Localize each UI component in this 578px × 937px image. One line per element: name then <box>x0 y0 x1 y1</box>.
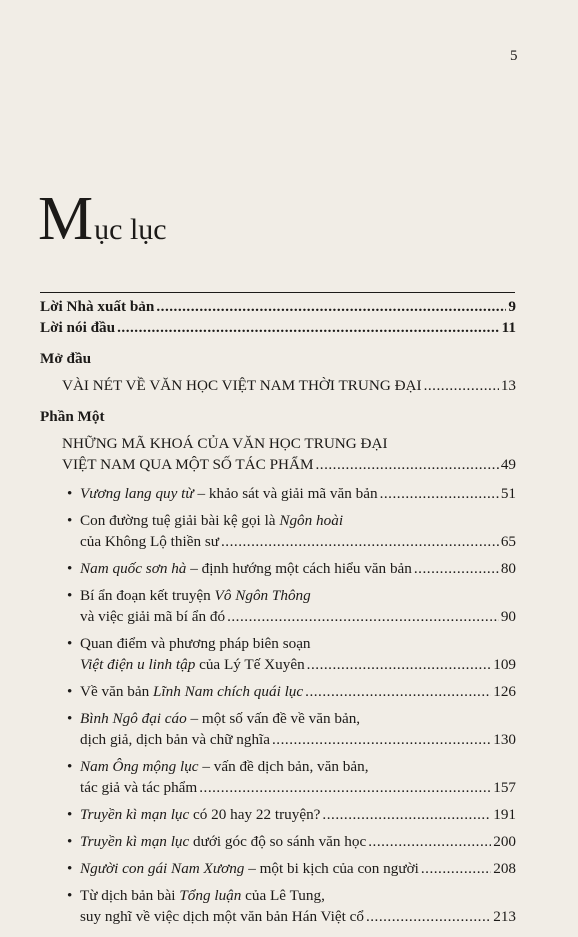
entry-text: của Không Lộ thiền sư <box>80 533 219 550</box>
toc-page: 109 <box>493 656 516 673</box>
leader-dots <box>227 606 499 627</box>
bullet-icon: • <box>67 710 73 727</box>
toc-page: 208 <box>493 860 516 877</box>
entry-text: Bí ẩn đoạn kết truyện <box>80 587 215 604</box>
list-item <box>40 633 516 675</box>
work-title-italic: Tổng luận <box>179 887 242 904</box>
bullet-icon: • <box>67 485 73 502</box>
entry-first-line <box>80 756 516 777</box>
bullet-icon: • <box>67 560 73 577</box>
toc-row <box>80 906 516 927</box>
toc-row <box>80 681 516 702</box>
entry-text: Quan điểm và phương pháp biên soạn <box>80 635 311 652</box>
list-item <box>40 804 516 825</box>
part-one-title-line1: NHỮNG MÃ KHOÁ CỦA VĂN HỌC TRUNG ĐẠI <box>62 435 388 452</box>
list-item <box>40 858 516 879</box>
toc-title: Lời Nhà xuất bản <box>40 298 155 315</box>
title-drop-cap: M <box>38 185 94 253</box>
list-item <box>40 585 516 627</box>
list-item <box>40 885 516 927</box>
entry-text: dưới góc độ so sánh văn học <box>189 833 367 850</box>
list-item <box>40 831 516 852</box>
toc-page: 191 <box>493 806 516 823</box>
work-title-italic: Nam quốc sơn hà <box>80 560 187 577</box>
toc-row-publisher-note <box>40 296 516 317</box>
list-item <box>40 756 516 798</box>
bullet-icon: • <box>67 887 73 904</box>
bullet-icon: • <box>67 635 73 652</box>
bullet-icon: • <box>67 806 73 823</box>
entry-text: – một bi kịch của con người <box>244 860 419 877</box>
toc-row-part-one <box>40 454 516 475</box>
bullet-icon: • <box>67 758 73 775</box>
toc-row <box>80 858 516 879</box>
entry-text: dịch giả, dịch bản và chữ nghĩa <box>80 731 270 748</box>
leader-dots <box>414 558 499 579</box>
toc-title <box>80 831 366 852</box>
title-divider <box>40 292 515 293</box>
toc-page: 126 <box>493 683 516 700</box>
page-title <box>38 185 167 253</box>
leader-dots <box>272 729 491 750</box>
entry-text: suy nghĩ về việc dịch một văn bản Hán Việt cổ <box>80 908 364 925</box>
work-title-italic: Lĩnh Nam chích quái lục <box>152 683 304 700</box>
leader-dots <box>221 531 499 552</box>
toc-row-intro <box>40 375 516 396</box>
list-item <box>40 681 516 702</box>
entry-text: – khảo sát và giải mã văn bản <box>193 485 378 502</box>
toc-page: 213 <box>493 908 516 925</box>
entry-text: tác giả và tác phẩm <box>80 779 198 796</box>
work-title-italic: Người con gái Nam Xương <box>80 860 245 877</box>
toc-page: 49 <box>500 456 516 473</box>
part-one-label: Phần Một <box>40 408 105 425</box>
list-item <box>40 708 516 750</box>
entry-text: – vấn đề dịch bản, văn bản, <box>198 758 369 775</box>
toc-title <box>80 858 419 879</box>
entry-text: – định hướng một cách hiểu văn bản <box>186 560 412 577</box>
toc-page: 9 <box>508 298 516 315</box>
toc-page: 90 <box>500 608 516 625</box>
entry-first-line <box>80 708 516 729</box>
toc-row <box>80 483 516 504</box>
leader-dots <box>421 858 491 879</box>
toc-row <box>80 831 516 852</box>
entry-text: Về văn bản <box>80 683 153 700</box>
bullet-icon: • <box>67 860 73 877</box>
leader-dots <box>424 375 499 396</box>
toc-page: 200 <box>493 833 516 850</box>
toc-row <box>80 654 516 675</box>
leader-dots <box>199 777 491 798</box>
leader-dots <box>380 483 499 504</box>
work-title-italic: Truyền kì mạn lục <box>80 806 190 823</box>
toc-page: 157 <box>493 779 516 796</box>
work-title-italic: Việt điện u linh tập <box>80 656 196 673</box>
toc-page: 80 <box>500 560 516 577</box>
entry-first-line <box>80 510 516 531</box>
bullet-icon: • <box>67 833 73 850</box>
work-title-italic: Vương lang quy từ <box>80 485 194 502</box>
list-item <box>40 558 516 579</box>
entry-list <box>40 483 516 927</box>
entry-first-line <box>80 585 516 606</box>
work-title-italic: Ngôn hoài <box>279 512 344 529</box>
entry-text: có 20 hay 22 truyện? <box>189 806 321 823</box>
intro-label: Mở đầu <box>40 350 92 367</box>
toc-title: Lời nói đầu <box>40 319 116 336</box>
leader-dots <box>117 317 500 338</box>
toc-title <box>80 729 270 750</box>
list-item <box>40 510 516 552</box>
toc-title <box>80 654 305 675</box>
toc-title <box>80 531 219 552</box>
work-title-italic: Truyền kì mạn lục <box>80 833 190 850</box>
work-title-italic: Nam Ông mộng lục <box>80 758 199 775</box>
toc-row <box>80 729 516 750</box>
toc-page: 11 <box>501 319 516 336</box>
toc-row <box>80 777 516 798</box>
work-title-italic: Vô Ngôn Thông <box>214 587 311 604</box>
list-item <box>40 483 516 504</box>
toc-title: VÀI NÉT VỀ VĂN HỌC VIỆT NAM THỜI TRUNG ĐẠI <box>62 377 422 394</box>
entry-first-line <box>80 633 516 654</box>
leader-dots <box>368 831 491 852</box>
bullet-icon: • <box>67 587 73 604</box>
title-rest: ục lục <box>94 213 167 246</box>
entry-text: của Lý Tế Xuyên <box>195 656 305 673</box>
toc-title <box>80 906 364 927</box>
toc-page: 51 <box>500 485 516 502</box>
page-number: 5 <box>510 48 518 64</box>
bullet-icon: • <box>67 683 73 700</box>
toc-title <box>80 558 412 579</box>
leader-dots <box>322 804 491 825</box>
toc-row <box>80 531 516 552</box>
entry-text: – một số vấn đề về văn bản, <box>186 710 361 727</box>
toc-title: VIỆT NAM QUA MỘT SỐ TÁC PHẨM <box>62 456 314 473</box>
entry-text: và việc giải mã bí ẩn đó <box>80 608 226 625</box>
table-of-contents <box>40 296 516 933</box>
work-title-italic: Bình Ngô đại cáo <box>80 710 187 727</box>
toc-page: 65 <box>500 533 516 550</box>
entry-text: Con đường tuệ giải bài kệ gọi là <box>80 512 280 529</box>
leader-dots <box>315 454 498 475</box>
toc-page: 130 <box>493 731 516 748</box>
toc-title <box>80 606 225 627</box>
toc-page: 13 <box>500 377 516 394</box>
toc-row <box>80 804 516 825</box>
leader-dots <box>156 296 506 317</box>
toc-row <box>80 606 516 627</box>
toc-row <box>80 558 516 579</box>
entry-text: của Lê Tung, <box>241 887 325 904</box>
toc-title <box>80 777 197 798</box>
toc-title <box>80 681 303 702</box>
toc-title <box>80 483 378 504</box>
entry-first-line <box>80 885 516 906</box>
leader-dots <box>307 654 492 675</box>
bullet-icon: • <box>67 512 73 529</box>
leader-dots <box>305 681 491 702</box>
toc-row-preface <box>40 317 516 338</box>
leader-dots <box>366 906 491 927</box>
entry-text: Từ dịch bản bài <box>80 887 180 904</box>
toc-title <box>80 804 320 825</box>
